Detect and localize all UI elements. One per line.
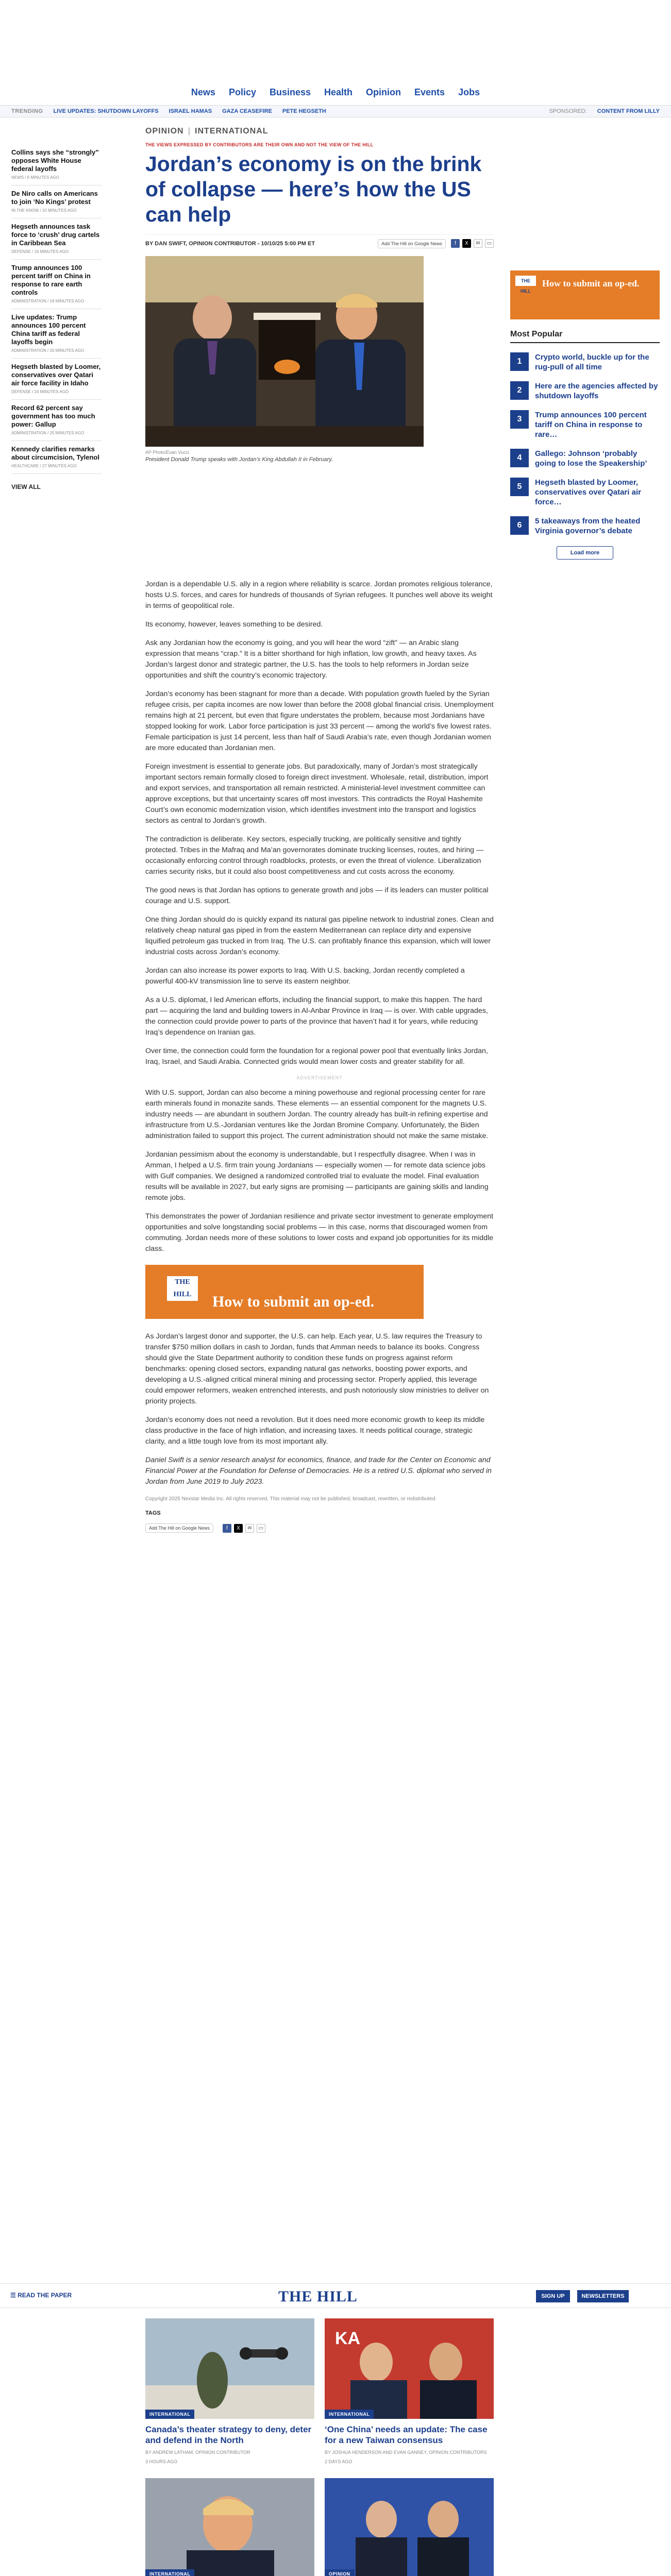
card-byline: BY ANDREW LATHAM, OPINION CONTRIBUTOR xyxy=(145,2450,250,2455)
paragraph: Ask any Jordanian how the economy is going, and you will hear the word “zift” — an Arabic slang expression that means “crap.” It is a bitter shorthand for high inflation, low growth, and heavy taxes. As Jordan’s largest donor and strategic partner, the U.S. has the tools to help reformers in Jordan seize opportunities and shift the country’s economic trajectory. xyxy=(145,639,477,680)
list-item[interactable] xyxy=(11,144,102,185)
card-image[interactable] xyxy=(145,2478,314,2576)
share-buttons xyxy=(223,1524,265,1533)
latest-title[interactable]: Kennedy clarifies remarks about circumcision, Tylenol xyxy=(11,445,99,461)
paragraph: Over time, the connection could form the foundation for a regional power pool that eventually links Jordan, Iraq, Israel, and Saudi Arabia. Connected grids would mean lower costs and greater stability for all. xyxy=(145,1047,488,1066)
card-tag: INTERNATIONAL xyxy=(325,2410,374,2419)
leaders-illustration xyxy=(325,2318,494,2419)
newsletters-button[interactable]: NEWSLETTERS xyxy=(577,2290,629,2302)
latest-meta: ADMINISTRATION / 25 MINUTES AGO xyxy=(11,431,85,435)
popular-rank: 4 xyxy=(510,449,529,467)
story-card[interactable] xyxy=(145,2478,314,2576)
popular-item[interactable] xyxy=(510,449,660,468)
popular-title[interactable]: Trump announces 100 percent tariff on China in response to rare… xyxy=(535,411,647,439)
popular-item[interactable] xyxy=(510,381,660,401)
popular-item[interactable] xyxy=(510,516,660,536)
card-tag: INTERNATIONAL xyxy=(145,2569,194,2576)
nav-opinion[interactable]: Opinion xyxy=(366,87,401,97)
most-popular-title: Most Popular xyxy=(510,330,660,343)
related-grid-2 xyxy=(145,2478,494,2576)
article-byline: BY DAN SWIFT, OPINION CONTRIBUTOR - 10/10/25 5:00 PM ET xyxy=(145,240,315,247)
paragraph: The good news is that Jordan has options to generate growth and jobs — if its leaders can muster political courage and U.S. support. xyxy=(145,886,489,905)
latest-meta: NEWS / 6 MINUTES AGO xyxy=(11,175,59,180)
x-icon[interactable]: X xyxy=(234,1524,243,1533)
popular-title[interactable]: 5 takeaways from the heated Virginia governor’s debate xyxy=(535,517,641,535)
oped-banner-text: How to submit an op-ed. xyxy=(212,1293,375,1310)
popular-rank: 5 xyxy=(510,478,529,496)
oped-side-text: How to submit an op-ed. xyxy=(542,278,640,289)
latest-title[interactable]: Record 62 percent say government has too much power: Gallup xyxy=(11,404,95,428)
trending-item[interactable]: ISRAEL HAMAS xyxy=(169,108,212,114)
paragraph: This demonstrates the power of Jordanian resilience and private sector investment to generate employment opportunities and solve longstanding social problems — in this case, norms that discouraged women from commuting. Jordan needs more of these solutions to lower costs and expand job opportunities for its middle class. xyxy=(145,1212,494,1253)
paragraph: The contradiction is deliberate. Key sectors, especially trucking, are politically sensitive and tightly protected. Tribes in the Mafraq and Ma’an governorates dominate trucking licenses, routes, and hiring — occasionally enforcing control through roadblocks, protests, or even the threat of violence. Liberalization carries security risks, but it could also boost competitiveness and cut costs across the economy. xyxy=(145,835,484,876)
ad-label: ADVERTISEMENT xyxy=(296,1075,343,1080)
card-image[interactable] xyxy=(325,2318,494,2419)
popular-item[interactable] xyxy=(510,352,660,372)
card-byline: BY JOSHUA HENDERSON AND EVAN GANNEY, OPINION CONTRIBUTORS xyxy=(325,2450,487,2455)
the-hill-logo: THE HILL xyxy=(515,276,536,286)
nav-jobs[interactable]: Jobs xyxy=(458,87,480,97)
related-grid-1 xyxy=(145,2318,494,2464)
putin-xi-illustration xyxy=(325,2478,494,2576)
card-title[interactable]: ‘One China’ needs an update: The case for a new Taiwan consensus xyxy=(325,2425,488,2445)
latest-title[interactable]: Trump announces 100 percent tariff on China in response to rare earth controls xyxy=(11,264,91,296)
facebook-icon[interactable]: f xyxy=(451,239,460,248)
nav-events[interactable]: Events xyxy=(414,87,445,97)
story-card[interactable] xyxy=(145,2318,314,2464)
article-body xyxy=(145,579,494,1533)
paragraph: With U.S. support, Jordan can also become a mining powerhouse and regional processing center for rare earth minerals found in monazite sands. These elements — an essential component for the magnets U.S. industry needs — are abundant in southern Jordan. The country already has built-in refining expertise and infrastructure from U.S.-Jordanian ventures like the Jordan Bromine Company. Unfortunately, the Biden administration failed to support this project. The current administration should not make the same mistake. xyxy=(145,1089,489,1140)
latest-title[interactable]: Live updates: Trump announces 100 percent China tariff as federal layoffs begin xyxy=(11,313,86,346)
story-card[interactable] xyxy=(325,2478,494,2576)
popular-item[interactable] xyxy=(510,410,660,439)
hero-photo xyxy=(145,256,424,447)
popular-title[interactable]: Hegseth blasted by Loomer, conservatives over Qatari air force… xyxy=(535,478,641,506)
popular-title[interactable]: Here are the agencies affected by shutdown layoffs xyxy=(535,382,658,400)
article-headline: Jordan’s economy is on the brink of collapse — here’s how the US can help xyxy=(145,152,482,226)
trending-bar xyxy=(0,105,671,117)
trump-illustration xyxy=(145,2478,314,2576)
popular-item[interactable] xyxy=(510,478,660,507)
facebook-icon[interactable]: f xyxy=(223,1524,231,1533)
email-icon[interactable]: ✉ xyxy=(474,239,482,248)
popular-rank: 6 xyxy=(510,516,529,535)
card-title[interactable]: Canada’s theater strategy to deny, deter and defend in the North xyxy=(145,2425,312,2445)
paragraph: Jordan is a dependable U.S. ally in a region where reliability is scarce. Jordan promotes religious tolerance, hosts U.S. forces, and cares for hundreds of thousands of Syrian refugees. It punches well above its weight in terms of geopolitical role. xyxy=(145,580,493,610)
card-image[interactable] xyxy=(325,2478,494,2576)
x-icon[interactable]: X xyxy=(462,239,471,248)
breadcrumb-separator: | xyxy=(188,127,191,135)
oped-submit-banner[interactable] xyxy=(145,1265,424,1319)
google-news-button[interactable]: Add The Hill on Google News xyxy=(378,239,446,248)
breadcrumb-international[interactable]: INTERNATIONAL xyxy=(195,127,269,135)
load-more-button[interactable]: Load more xyxy=(557,546,613,560)
nav-health[interactable]: Health xyxy=(324,87,353,97)
list-item[interactable] xyxy=(11,359,102,400)
tags-label: TAGS xyxy=(145,1510,161,1516)
list-item[interactable] xyxy=(11,309,102,359)
share-buttons xyxy=(451,239,494,248)
latest-title[interactable]: De Niro calls on Americans to join ‘No Kings’ protest xyxy=(11,190,98,206)
breadcrumb-opinion[interactable]: OPINION xyxy=(145,127,184,135)
latest-meta: DEFENSE / 16 MINUTES AGO xyxy=(11,249,69,254)
card-image[interactable] xyxy=(145,2318,314,2419)
list-item[interactable] xyxy=(11,260,102,309)
comment-icon[interactable]: ▭ xyxy=(257,1524,265,1533)
opinion-disclaimer: THE VIEWS EXPRESSED BY CONTRIBUTORS ARE THEIR OWN AND NOT THE VIEW OF THE HILL xyxy=(145,142,374,147)
paragraph: One thing Jordan should do is quickly expand its natural gas pipeline network to industrial zones. Clean and relatively cheap natural gas piped in from the eastern Mediterranean can replace dirty and expensive liquified petroleum gas trucked in from Iraq. The U.S. can profitably finance this expansion, which will lower industrial costs across Jordan’s economy. xyxy=(145,916,494,956)
nav-business[interactable]: Business xyxy=(269,87,311,97)
card-time: 3 HOURS AGO xyxy=(145,2459,178,2464)
paragraph: Jordan can also increase its power exports to Iraq. With U.S. backing, Jordan recently completed a powerful 400-kV transmission line to serve its eastern neighbor. xyxy=(145,967,465,986)
popular-rank: 2 xyxy=(510,381,529,400)
card-tag: INTERNATIONAL xyxy=(145,2410,194,2419)
latest-title[interactable]: Hegseth announces task force to ‘crush’ drug cartels in Caribbean Sea xyxy=(11,223,100,247)
view-all-link[interactable]: VIEW ALL xyxy=(11,483,41,490)
sponsored-label: SPONSORED: xyxy=(549,108,587,114)
list-item[interactable] xyxy=(11,400,102,441)
list-item[interactable] xyxy=(11,441,102,474)
breadcrumb xyxy=(145,127,494,136)
latest-meta: ADMINISTRATION / 16 MINUTES AGO xyxy=(11,299,85,303)
paragraph: Its economy, however, leaves something to be desired. xyxy=(145,620,323,629)
list-item[interactable] xyxy=(11,185,102,218)
article xyxy=(145,127,494,1533)
signup-button[interactable]: SIGN UP xyxy=(536,2290,570,2302)
oped-submit-side[interactable] xyxy=(510,270,660,319)
card-time: 2 DAYS AGO xyxy=(325,2459,353,2464)
left-rail-latest xyxy=(11,144,102,490)
paragraph: Jordan’s economy has been stagnant for more than a decade. With population growth fueled by the Syrian refugee crisis, per capita incomes are now lower than before the 2008 global financial crisis. Unemployment remains high at 21 percent, but even that figure understates the problem, because most Jordanians have stopped looking for work. Labor force participation is just 33 percent — among the world’s five lowest rates. Female participation is just 14 percent, less than half of Saudi Arabia’s rate, even though Jordanian women are more educated than Jordanian men. xyxy=(145,690,494,752)
popular-rank: 3 xyxy=(510,410,529,429)
latest-title[interactable]: Hegseth blasted by Loomer, conservatives over Qatari air force facility in Idaho xyxy=(11,363,101,387)
trending-item[interactable]: PETE HEGSETH xyxy=(282,108,326,114)
share-bottom xyxy=(145,1523,494,1533)
popular-rank: 1 xyxy=(510,352,529,371)
menu-icon: ☰ xyxy=(10,2292,18,2299)
comment-icon[interactable]: ▭ xyxy=(485,239,494,248)
google-news-button[interactable]: Add The Hill on Google News xyxy=(145,1523,213,1533)
latest-meta: ADMINISTRATION / 20 MINUTES AGO xyxy=(11,348,85,353)
photo-credit: AP Photo/Evan Vucci xyxy=(145,450,190,455)
byline-row xyxy=(145,234,494,248)
paragraph: Jordan’s economy does not need a revolution. But it does need more economic growth to keep its middle class productive in the face of high inflation, and increasing taxes. It needs political courage, strategic clarity, and a little tough love from its most important ally. xyxy=(145,1416,485,1446)
nav-news[interactable]: News xyxy=(191,87,215,97)
top-spacer xyxy=(0,0,671,77)
email-icon[interactable]: ✉ xyxy=(245,1524,254,1533)
latest-meta: IN THE KNOW / 10 MINUTES AGO xyxy=(11,208,77,213)
paragraph: Foreign investment is essential to generate jobs. But paradoxically, many of Jordan’s most strategically important sectors remain formally closed to foreign direct investment. Wholesale, retail, distribution, import and export services, and transportation all remain restricted. A ministerial-level investment committee can approve exceptions, but that uncertainty scares off most investors. This contradicts the Royal Hashemite Court’s own economic modernization vision, which identifies investment into the transport and logistics sectors as central to Jordan’s growth. xyxy=(145,762,489,825)
paragraph: Jordanian pessimism about the economy is understandable, but I respectfully disagree. When I was in Amman, I helped a U.S. firm train young Jordanians — especially women — for remote data science jobs with Gulf companies. We designed a randomized controlled trial to evaluate the model. Final evaluation results will be available in 2027, but early signs are promising — participants are gaining skills and landing remote jobs. xyxy=(145,1150,489,1202)
soldier-drone-illustration xyxy=(145,2318,314,2419)
trending-item[interactable]: GAZA CEASEFIRE xyxy=(222,108,272,114)
svg-text:KA: KA xyxy=(335,2329,361,2348)
read-paper-link[interactable] xyxy=(10,2292,72,2299)
main-nav xyxy=(0,84,671,100)
photo-caption: President Donald Trump speaks with Jordan’s King Abdullah II in February. xyxy=(145,456,333,463)
sponsored-link[interactable]: CONTENT FROM LILLY xyxy=(597,108,660,114)
latest-meta: HEALTHCARE / 27 MINUTES AGO xyxy=(11,464,77,468)
nav-policy[interactable]: Policy xyxy=(228,87,256,97)
copyright-note: Copyright 2025 Nexstar Media Inc. All rights reserved. This material may not be published, broadcast, rewritten, or redistributed. xyxy=(145,1496,437,1502)
read-paper-label: READ THE PAPER xyxy=(18,2292,72,2299)
trending-item[interactable]: LIVE UPDATES: SHUTDOWN LAYOFFS xyxy=(53,108,159,114)
section-header-bar xyxy=(0,2283,671,2308)
most-popular xyxy=(510,330,660,560)
latest-meta: DEFENSE / 24 MINUTES AGO xyxy=(11,389,69,394)
card-tag: OPINION xyxy=(325,2569,355,2576)
photo-illustration xyxy=(145,256,424,447)
paragraph: As a U.S. diplomat, I led American efforts, including the financial support, to make this happen. The hard part — acquiring the land and building towers in Al-Anbar Province in Iraq — is over. With cable upgrades, the connection could provide power to parts of the province that haven’t had it for years, while reducing Iraq’s dependence on Iranian gas. xyxy=(145,996,488,1037)
the-hill-logo[interactable]: THE HILL xyxy=(278,2288,358,2305)
story-card[interactable] xyxy=(325,2318,494,2464)
trending-label: TRENDING xyxy=(11,108,43,114)
popular-title[interactable]: Crypto world, buckle up for the rug-pull of all time xyxy=(535,353,649,371)
latest-title[interactable]: Collins says she “strongly” opposes White House federal layoffs xyxy=(11,148,99,173)
popular-title[interactable]: Gallego: Johnson ‘probably going to lose the Speakership’ xyxy=(535,449,647,468)
paragraph: As Jordan’s largest donor and supporter, the U.S. can help. Each year, U.S. law requires the Treasury to transfer $750 million dollars in cash to Jordan, funds that Amman needs to balance its books. Congress should give the State Department authority to condition these funds on progress against reform benchmarks: opening closed sectors, expanding natural gas networks, boosting power exports, and developing a U.S.-aligned critical mineral mining and processing sector. Properly applied, this leverage could empower reformers, weaken entrenched interests, and push notoriously slow ministries to deliver on priority projects. xyxy=(145,1332,489,1405)
author-bio: Daniel Swift is a senior research analyst for economics, finance, and trade for the Center on Economic and Financial Power at the Foundation for Defense of Democracies. He is a retired U.S. diplomat who served in Jordan from June 2019 to July 2023. xyxy=(145,1456,492,1486)
list-item[interactable] xyxy=(11,218,102,260)
the-hill-logo: THE HILL xyxy=(167,1276,198,1301)
